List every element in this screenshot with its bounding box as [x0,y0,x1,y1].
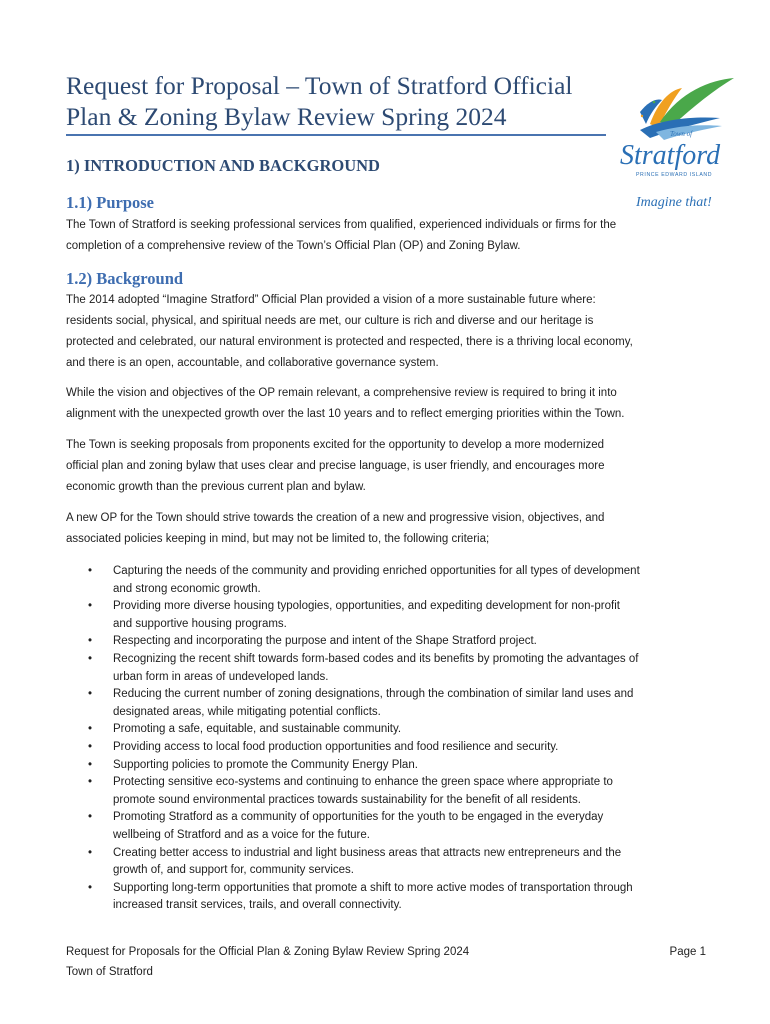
purpose-paragraph [66,215,716,257]
list-item: • Protecting sensitive eco-systems and continuing to enhance the green space where appropriate to promote sound environmental practices towards sustainability for the benefit of all residents. [88,776,613,806]
text-line: official plan and zoning bylaw that uses clear and precise language, is user friendly, and encourages more [66,460,605,472]
text-line: alignment with the unexpected growth over the last 10 years and to reflect emerging priorities within the Town. [66,408,625,420]
list-item: • Supporting policies to promote the Community Energy Plan. [66,757,716,775]
logo-tagline: Imagine that! [636,195,712,210]
list-item: • Reducing the current number of zoning designations, through the combination of similar land uses and designated areas, while mitigating potential conflicts. [88,688,634,718]
text-line: and there is an open, accountable, and collaborative governance system. [66,357,439,369]
text-line: completion of a comprehensive review of the Town’s Official Plan (OP) and Zoning Bylaw. [66,240,521,252]
list-item: • Capturing the needs of the community and providing enriched opportunities for all types of development and strong economic growth. [88,565,640,595]
title-line: Request for Proposal – Town of Stratford Official [66,71,573,100]
bullet-icon: • [88,740,93,753]
bullet-icon: • [88,723,93,736]
footer-line: Request for Proposals for the Official Plan & Zoning Bylaw Review Spring 2024 [66,946,470,958]
list-item: • Respecting and incorporating the purpose and intent of the Shape Stratford project. [66,633,716,651]
list-item: • Promoting Stratford as a community of opportunities for the youth to be engaged in the everyday wellbeing of Stratford and as a voice for the future. [88,811,604,841]
logo-town-of: Town of [670,130,693,138]
town-of-stratford-logo [610,72,742,212]
bullet-icon: • [88,811,93,824]
text-line: The Town is seeking proposals from proponents excited for the opportunity to develop a more modernized [66,439,605,451]
list-item: • Supporting long-term opportunities that promote a shift to more active modes of transportation through increased transit services, trails, and overall connectivity. [88,881,633,912]
text-line: A new OP for the Town should strive towards the creation of a new and progressive vision, objectives, and [66,512,605,524]
bullet-icon: • [88,600,93,613]
list-item: • Providing more diverse housing typologies, opportunities, and expediting development for non-profit and supportive housing programs. [88,600,620,630]
footer-line: Town of Stratford [66,966,153,978]
text-line: residents social, physical, and spiritual needs are met, our culture is rich and diverse and our heritage is [66,315,594,327]
background-heading: 1.2) Background [66,269,184,288]
list-item: • Recognizing the recent shift towards form-based codes and its benefits by promoting the advantages of urban form in areas of undeveloped lands. [88,652,639,683]
page-number: Page 1 [669,946,706,958]
title-line: Plan & Zoning Bylaw Review Spring 2024 [66,102,507,131]
bullet-icon: • [88,635,93,648]
document-title [66,70,626,132]
footer-text [66,942,708,982]
background-paragraph-2 [66,383,716,425]
bullet-icon: • [88,881,93,894]
text-line: The Town of Stratford is seeking professional services from qualified, experienced individuals or firms for the [66,219,617,231]
text-line: The 2014 adopted “Imagine Stratford” Official Plan provided a vision of a more sustainable future where: [66,294,596,306]
logo-province: PRINCE EDWARD ISLAND [636,172,713,178]
background-paragraph-1 [66,290,716,374]
bullet-icon: • [88,688,93,701]
list-item: • Providing access to local food production opportunities and food resilience and security. [66,739,716,757]
background-paragraph-4 [66,508,716,550]
page-footer [66,942,708,982]
text-line: economic growth than the previous current plan and bylaw. [66,481,366,493]
logo-name: Stratford [620,140,721,171]
bullet-icon: • [88,758,93,771]
list-item: • Promoting a safe, equitable, and sustainable community. [66,721,716,739]
bullet-icon: • [88,776,93,789]
title-divider [66,134,606,136]
text-line: While the vision and objectives of the OP remain relevant, a comprehensive review is required to bring it into [66,387,617,399]
list-item: • Creating better access to industrial and light business areas that attracts new entrepreneurs and the growth of, and support for, community services. [88,846,622,877]
text-line: protected and celebrated, our natural environment is protected and respected, there is a thriving local economy, [66,336,633,348]
criteria-list [66,563,716,915]
bullet-icon: • [88,565,93,577]
bullet-icon: • [88,846,93,859]
section-heading-introduction: 1) INTRODUCTION AND BACKGROUND [66,156,380,175]
text-line: associated policies keeping in mind, but may not be limited to, the following criteria; [66,533,490,545]
purpose-heading: 1.1) Purpose [66,193,154,212]
background-paragraph-3 [66,435,716,498]
bullet-icon: • [88,652,93,665]
